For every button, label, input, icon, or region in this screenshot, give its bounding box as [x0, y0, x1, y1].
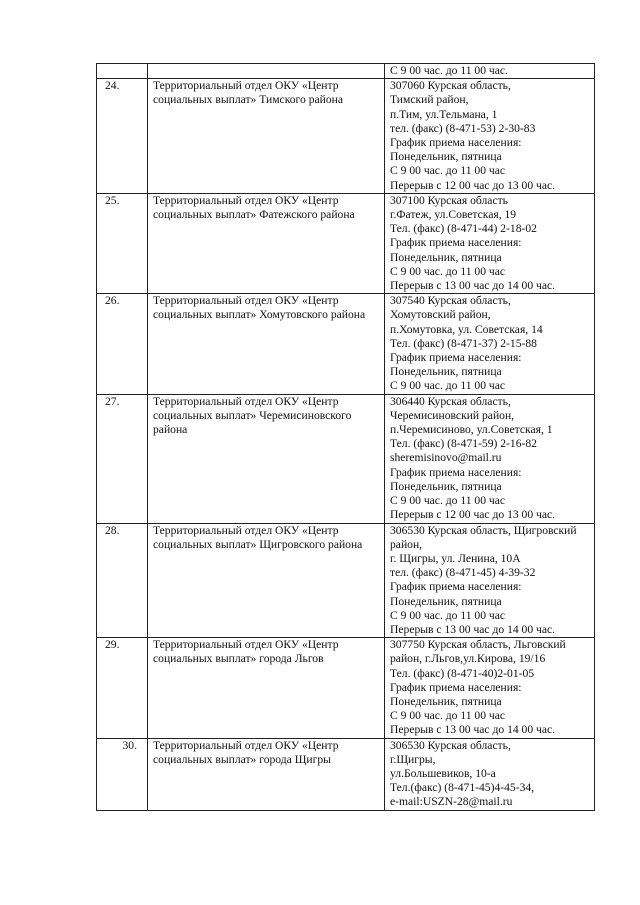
- office-info-cell: [385, 638, 595, 738]
- office-name-cell: [148, 64, 385, 79]
- info-line: п.Черемисиново, ул.Советская, 1: [390, 423, 553, 437]
- office-name-cell: [148, 394, 385, 523]
- table-row: [97, 193, 595, 293]
- row-number-cell: 27.: [97, 394, 148, 523]
- info-line: ул.Большевиков, 10-а: [390, 766, 496, 780]
- info-line: С 9 00 час. до 11 00 час: [390, 264, 506, 278]
- info-line: С 9 00 час. до 11 00 час: [390, 164, 506, 178]
- office-name: Территориальный отдел ОКУ «Центр социальных выплат» Хомутовского района: [153, 294, 366, 322]
- info-line: тел. (факс) (8-471-45) 4-39-32: [390, 566, 536, 580]
- row-number-cell: 25.: [97, 193, 148, 293]
- office-name: Территориальный отдел ОКУ «Центр социальных выплат» Фатежского района: [153, 193, 355, 222]
- info-line: район,: [390, 537, 423, 551]
- office-name-cell: [148, 738, 385, 810]
- info-line: Тел. (факс) (8-471-40)2-01-05: [390, 666, 535, 680]
- row-number-cell: 24.: [97, 79, 148, 194]
- office-name-cell: [148, 523, 385, 638]
- info-line: п.Тим, ул.Тельмана, 1: [390, 107, 498, 121]
- info-line: 307750 Курская область, Льговский: [390, 638, 566, 652]
- info-line: Перерыв с 12 00 час до 13 00 час.: [390, 178, 556, 192]
- office-info-cell: [385, 79, 595, 194]
- table-row: [97, 638, 595, 738]
- info-line: Понедельник, пятница: [390, 150, 502, 164]
- office-name: Территориальный отдел ОКУ «Центр социальных выплат» Щигровского района: [153, 523, 363, 551]
- office-name-cell: [148, 638, 385, 738]
- table-row-continuation: [97, 64, 595, 79]
- info-line: С 9 00 час. до 11 00 час.: [390, 64, 508, 77]
- info-line: Хомутовский район,: [390, 308, 491, 322]
- info-line: тел. (факс) (8-471-53) 2-30-83: [390, 121, 536, 135]
- info-line: С 9 00 час. до 11 00 час: [390, 608, 506, 622]
- info-line: График приема населения:: [390, 136, 522, 150]
- office-name-cell: [148, 79, 385, 194]
- office-name: Территориальный отдел ОКУ «Центр социальных выплат» города Щигры: [153, 738, 339, 766]
- info-line: 306440 Курская область,: [390, 394, 511, 408]
- info-line: Перерыв с 13 00 час до 14 00 час.: [390, 723, 556, 737]
- info-line: Понедельник, пятница: [390, 250, 502, 264]
- table-row: [97, 738, 595, 810]
- office-name: Территориальный отдел ОКУ «Центр социальных выплат» города Льгов: [153, 638, 339, 666]
- info-line: e-mail:USZN-28@mail.ru: [390, 795, 513, 809]
- info-line: 307060 Курская область,: [390, 79, 511, 93]
- info-line: 307540 Курская область,: [390, 294, 511, 308]
- info-line: Тимский район,: [390, 93, 469, 107]
- office-name-cell: [148, 193, 385, 293]
- info-line: Понедельник, пятница: [390, 365, 502, 379]
- info-line: г.Щигры,: [390, 752, 436, 766]
- info-line: С 9 00 час. до 11 00 час: [390, 709, 506, 723]
- info-line: Перерыв с 13 00 час до 14 00 час.: [390, 279, 556, 293]
- info-line: Тел. (факс) (8-471-59) 2-16-82: [390, 437, 537, 451]
- row-number-cell: 30.: [97, 738, 148, 810]
- info-line: sheremisinovo@mail.ru: [390, 451, 502, 465]
- info-line: 306530 Курская область,: [390, 738, 511, 752]
- table-row: [97, 394, 595, 523]
- info-line: Понедельник, пятница: [390, 694, 502, 708]
- table-row: [97, 294, 595, 394]
- office-info-cell: [385, 523, 595, 638]
- info-line: Тел. (факс) (8-471-37) 2-15-88: [390, 336, 537, 350]
- info-line: г.Фатеж, ул.Советская, 19: [390, 208, 517, 222]
- offices-table: [96, 63, 595, 811]
- info-line: Черемисиновский район,: [390, 408, 515, 422]
- office-info-cell: [385, 738, 595, 810]
- info-line: п.Хомутовка, ул. Советская, 14: [390, 322, 543, 336]
- office-name-cell: [148, 294, 385, 394]
- row-number-cell: [97, 64, 148, 79]
- info-line: Понедельник, пятница: [390, 479, 502, 493]
- info-line: График приема населения:: [390, 465, 522, 479]
- table-row: [97, 523, 595, 638]
- info-line: г. Щигры, ул. Ленина, 10А: [390, 551, 521, 565]
- table-row: [97, 79, 595, 194]
- office-name: Территориальный отдел ОКУ «Центр социальных выплат» Тимского района: [153, 79, 343, 107]
- info-line: Понедельник, пятница: [390, 594, 502, 608]
- info-line: График приема населения:: [390, 580, 522, 594]
- row-number-cell: 26.: [97, 294, 148, 394]
- info-line: район, г.Льгов,ул.Кирова, 19/16: [390, 652, 546, 666]
- office-info-cell: [385, 394, 595, 523]
- info-line: С 9 00 час. до 11 00 час: [390, 379, 506, 393]
- office-name: Территориальный отдел ОКУ «Центр социальных выплат» Черемисиновского района: [153, 394, 352, 437]
- info-line: График приема населения:: [390, 680, 522, 694]
- info-line: 307100 Курская область: [390, 193, 508, 207]
- row-number-cell: 28.: [97, 523, 148, 638]
- info-line: График приема населения:: [390, 236, 522, 250]
- info-line: С 9 00 час. до 11 00 час: [390, 494, 506, 508]
- info-line: Тел. (факс) (8-471-44) 2-18-02: [390, 222, 537, 236]
- info-line: Перерыв с 13 00 час до 14 00 час.: [390, 622, 556, 636]
- office-info-cell: [385, 64, 595, 79]
- offices-table-body: [97, 64, 595, 811]
- row-number-cell: 29.: [97, 638, 148, 738]
- info-line: 306530 Курская область, Щигровский: [390, 523, 577, 537]
- office-info-cell: [385, 193, 595, 293]
- info-line: Перерыв с 12 00 час до 13 00 час.: [390, 508, 556, 522]
- info-line: График приема населения:: [390, 351, 522, 365]
- office-info-cell: [385, 294, 595, 394]
- info-line: Тел.(факс) (8-471-45)4-45-34,: [390, 781, 535, 795]
